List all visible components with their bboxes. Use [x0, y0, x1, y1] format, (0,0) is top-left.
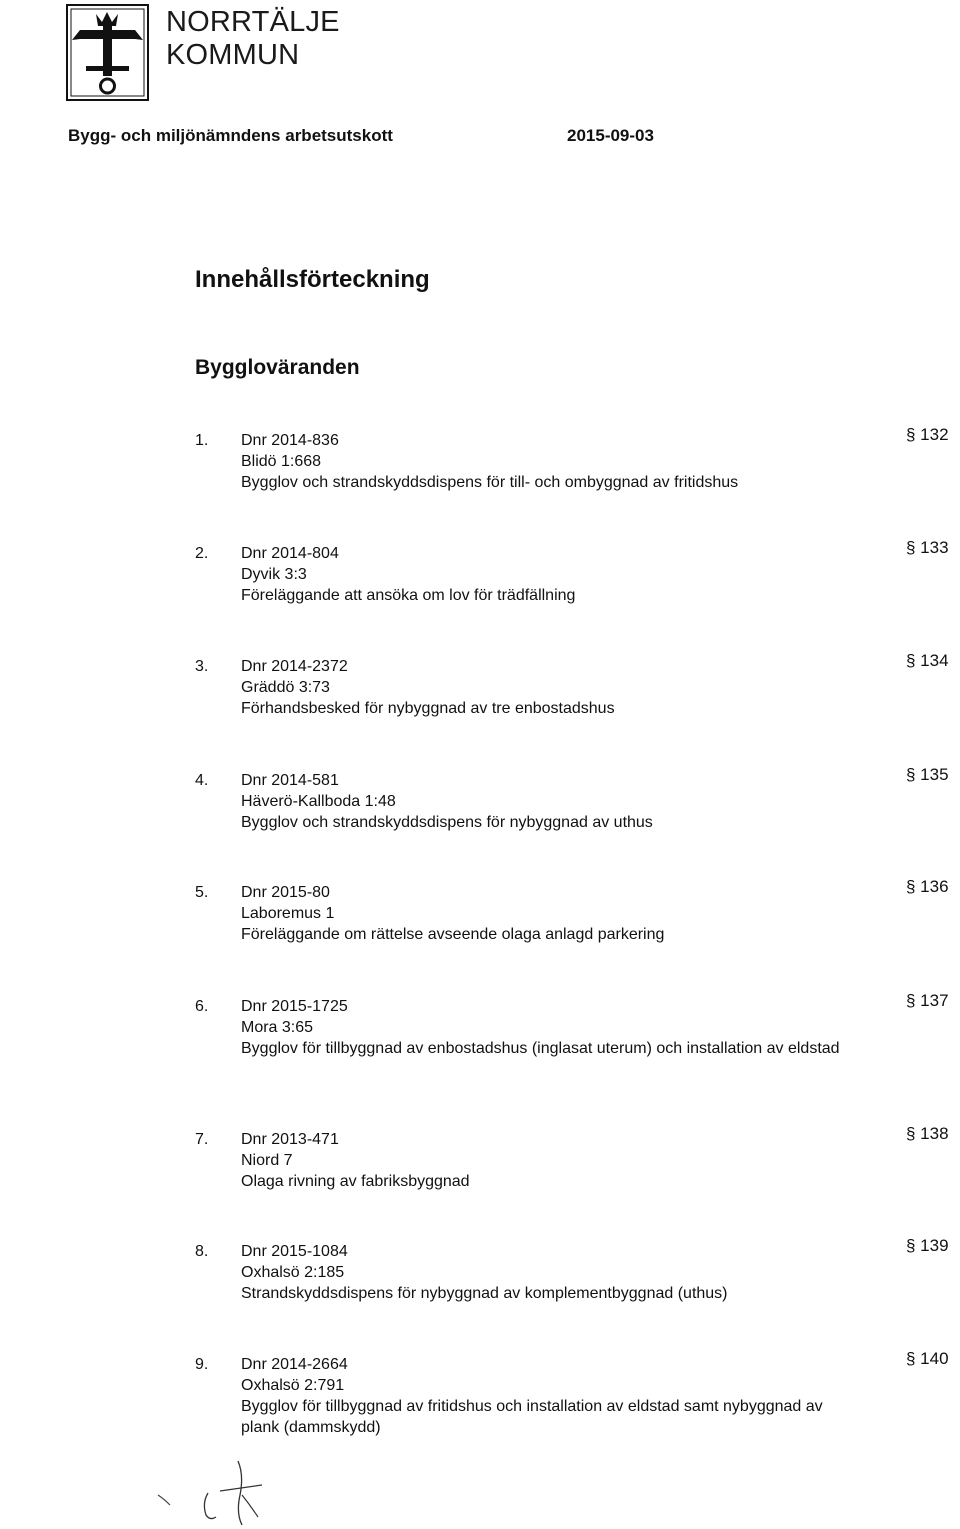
item-number: 6.: [195, 998, 209, 1015]
item-dnr: Dnr 2015-1084: [241, 1243, 348, 1260]
item-description: Förhandsbesked för nybyggnad av tre enbostadshus: [241, 700, 615, 717]
committee-name: Bygg- och miljönämndens arbetsutskott: [68, 126, 393, 145]
item-dnr: Dnr 2014-581: [241, 772, 339, 789]
item-number: 9.: [195, 1356, 209, 1373]
item-description: Strandskyddsdispens för nybyggnad av komplementbyggnad (uthus): [241, 1285, 728, 1302]
item-paragraph: § 135: [906, 765, 949, 784]
item-description: Olaga rivning av fabriksbyggnad: [241, 1173, 470, 1190]
municipality-logo: [66, 4, 149, 101]
item-paragraph: § 138: [906, 1124, 949, 1143]
item-paragraph: § 134: [906, 651, 949, 670]
item-dnr: Dnr 2014-2664: [241, 1356, 348, 1373]
item-property: Gräddö 3:73: [241, 679, 330, 696]
item-property: Blidö 1:668: [241, 453, 322, 470]
item-body: [241, 656, 901, 719]
item-description: Föreläggande om rättelse avseende olaga anlagd parkering: [241, 926, 665, 943]
item-description: Bygglov och strandskyddsdispens för till- och ombyggnad av fritidshus: [241, 474, 739, 491]
item-paragraph: § 133: [906, 538, 949, 557]
anchor-coat-of-arms-icon: [66, 4, 149, 101]
item-paragraph: § 136: [906, 877, 949, 896]
item-dnr: Dnr 2014-804: [241, 545, 339, 562]
item-paragraph: § 132: [906, 425, 949, 444]
item-dnr: Dnr 2014-836: [241, 432, 339, 449]
item-property: Dyvik 3:3: [241, 566, 307, 583]
item-description: Bygglov för tillbyggnad av enbostadshus (inglasat uterum) och installation av eldstad: [241, 1040, 840, 1057]
item-property: Mora 3:65: [241, 1019, 314, 1036]
item-property: Niord 7: [241, 1152, 293, 1169]
organization-name: [166, 6, 340, 72]
org-name-line2: KOMMUN: [166, 39, 300, 71]
handwritten-signature: [150, 1455, 280, 1527]
item-number: 8.: [195, 1243, 209, 1260]
item-property: Oxhalsö 2:791: [241, 1377, 345, 1394]
item-paragraph: § 140: [906, 1349, 949, 1368]
item-number: 3.: [195, 658, 209, 675]
item-number: 2.: [195, 545, 209, 562]
meeting-date: 2015-09-03: [567, 126, 654, 145]
item-description: Bygglov för tillbyggnad av fritidshus och installation av eldstad samt nybyggnad av plank (dammskydd): [241, 1398, 823, 1436]
item-paragraph: § 139: [906, 1236, 949, 1255]
item-body: [241, 882, 901, 945]
item-dnr: Dnr 2013-471: [241, 1131, 339, 1148]
item-body: [241, 770, 901, 833]
item-body: [241, 996, 901, 1059]
item-dnr: Dnr 2015-1725: [241, 998, 348, 1015]
item-description: Föreläggande att ansöka om lov för trädfällning: [241, 587, 576, 604]
item-property: Häverö-Kallboda 1:48: [241, 793, 396, 810]
section-heading: Byggloväranden: [195, 356, 360, 379]
item-property: Oxhalsö 2:185: [241, 1264, 345, 1281]
item-body: [241, 543, 901, 606]
document-title: Innehållsförteckning: [195, 266, 430, 293]
item-body: [241, 1129, 901, 1192]
item-body: [241, 430, 901, 493]
item-body: [241, 1354, 901, 1438]
item-dnr: Dnr 2014-2372: [241, 658, 348, 675]
item-number: 1.: [195, 432, 209, 449]
item-dnr: Dnr 2015-80: [241, 884, 330, 901]
item-number: 5.: [195, 884, 209, 901]
item-property: Laboremus 1: [241, 905, 335, 922]
item-paragraph: § 137: [906, 991, 949, 1010]
item-body: [241, 1241, 901, 1304]
item-number: 7.: [195, 1131, 209, 1148]
item-description: Bygglov och strandskyddsdispens för nybyggnad av uthus: [241, 814, 653, 831]
org-name-line1: NORRTÄLJE: [166, 6, 340, 38]
item-number: 4.: [195, 772, 209, 789]
